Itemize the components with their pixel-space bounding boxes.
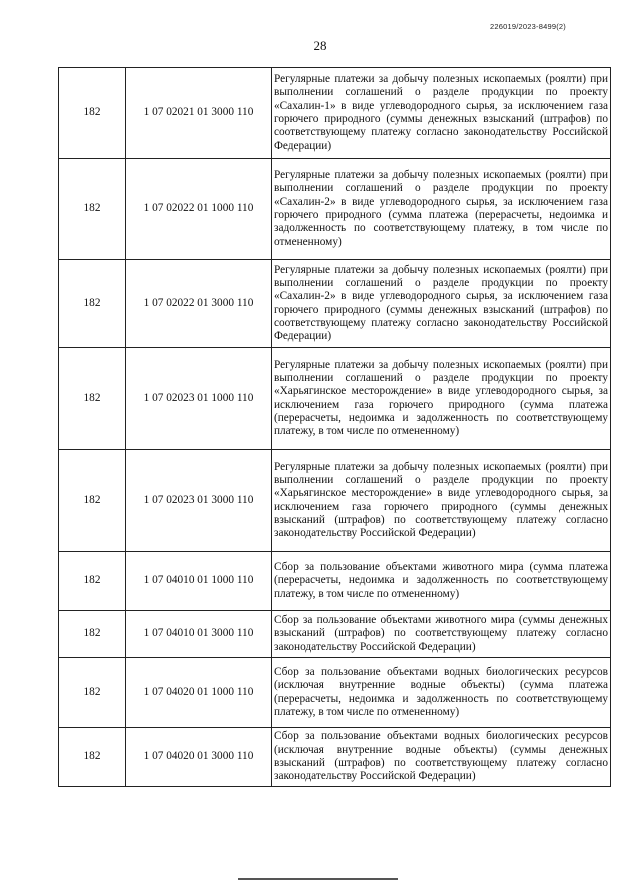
- admin-code-cell: 182: [59, 68, 126, 159]
- description-cell: Регулярные платежи за добычу полезных ископаемых (роялти) при выполнении соглашений о разделе продукции по проекту «Сахалин-1» в виде углеводородного сырья, за исключением газа горючего природного (суммы денежных взысканий (штрафов) по соответствующему платежу согласно законодательству Российской Федерации): [272, 68, 611, 159]
- page-number: 28: [313, 38, 327, 53]
- kbk-code-cell: 1 07 04020 01 3000 110: [126, 728, 272, 787]
- kbk-code-cell: 1 07 04010 01 3000 110: [126, 611, 272, 658]
- kbk-code-cell: 1 07 02022 01 3000 110: [126, 260, 272, 348]
- description-cell: Регулярные платежи за добычу полезных ископаемых (роялти) при выполнении соглашений о разделе продукции по проекту «Сахалин-2» в виде углеводородного сырья, за исключением газа горючего природного (сумма платежа (перерасчеты, недоимка и задолженность по соответствующему платежу, в том числе по отмененному): [272, 159, 611, 260]
- admin-code-cell: 182: [59, 159, 126, 260]
- description-cell: Регулярные платежи за добычу полезных ископаемых (роялти) при выполнении соглашений о разделе продукции по проекту «Харьягинское месторождение» в виде углеводородного сырья, за исключением газа горючего природного (суммы денежных взысканий (штрафов) по соответствующему платежу согласно законодательству Российской Федерации): [272, 450, 611, 552]
- admin-code-cell: 182: [59, 348, 126, 450]
- admin-code-cell: 182: [59, 658, 126, 728]
- table-row: [59, 552, 611, 611]
- description-cell: Сбор за пользование объектами водных биологических ресурсов (исключая внутренние водные объекты) (суммы денежных взысканий (штрафов) по соответствующему платежу согласно законодательству Российской Федерации): [272, 728, 611, 787]
- table-row: [59, 658, 611, 728]
- table-row: [59, 260, 611, 348]
- kbk-code-cell: 1 07 04020 01 1000 110: [126, 658, 272, 728]
- table-row: [59, 348, 611, 450]
- admin-code-cell: 182: [59, 552, 126, 611]
- page-bottom-divider: [238, 878, 398, 880]
- description-cell: Регулярные платежи за добычу полезных ископаемых (роялти) при выполнении соглашений о разделе продукции по проекту «Сахалин-2» в виде углеводородного сырья, за исключением газа горючего природного (суммы денежных взысканий (штрафов) по соответствующему платежу согласно законодательству Российской Федерации): [272, 260, 611, 348]
- kbk-code-cell: 1 07 02023 01 3000 110: [126, 450, 272, 552]
- description-cell: Сбор за пользование объектами животного мира (суммы денежных взысканий (штрафов) по соответствующему платежу согласно законодательству Российской Федерации): [272, 611, 611, 658]
- kbk-code-cell: 1 07 02023 01 1000 110: [126, 348, 272, 450]
- admin-code-cell: 182: [59, 611, 126, 658]
- admin-code-cell: 182: [59, 728, 126, 787]
- document-registration-number: 226019/2023-8499(2): [490, 22, 566, 31]
- description-cell: Регулярные платежи за добычу полезных ископаемых (роялти) при выполнении соглашений о разделе продукции по проекту «Харьягинское месторождение» в виде углеводородного сырья, за исключением газа горючего природного (сумма платежа (перерасчеты, недоимка и задолженность по соответствующему платежу, в том числе по отмененному): [272, 348, 611, 450]
- kbk-code-cell: 1 07 02022 01 1000 110: [126, 159, 272, 260]
- admin-code-cell: 182: [59, 450, 126, 552]
- table-row: [59, 611, 611, 658]
- table-row: [59, 159, 611, 260]
- admin-code-cell: 182: [59, 260, 126, 348]
- table-row: [59, 68, 611, 159]
- table-row: [59, 450, 611, 552]
- description-cell: Сбор за пользование объектами водных биологических ресурсов (исключая внутренние водные объекты) (сумма платежа (перерасчеты, недоимка и задолженность по соответствующему платежу, в том числе по отмененному): [272, 658, 611, 728]
- kbk-code-cell: 1 07 04010 01 1000 110: [126, 552, 272, 611]
- description-cell: Сбор за пользование объектами животного мира (сумма платежа (перерасчеты, недоимка и задолженность по соответствующему платежу, в том числе по отмененному): [272, 552, 611, 611]
- table-row: [59, 728, 611, 787]
- kbk-code-cell: 1 07 02021 01 3000 110: [126, 68, 272, 159]
- budget-classification-table: [58, 67, 611, 787]
